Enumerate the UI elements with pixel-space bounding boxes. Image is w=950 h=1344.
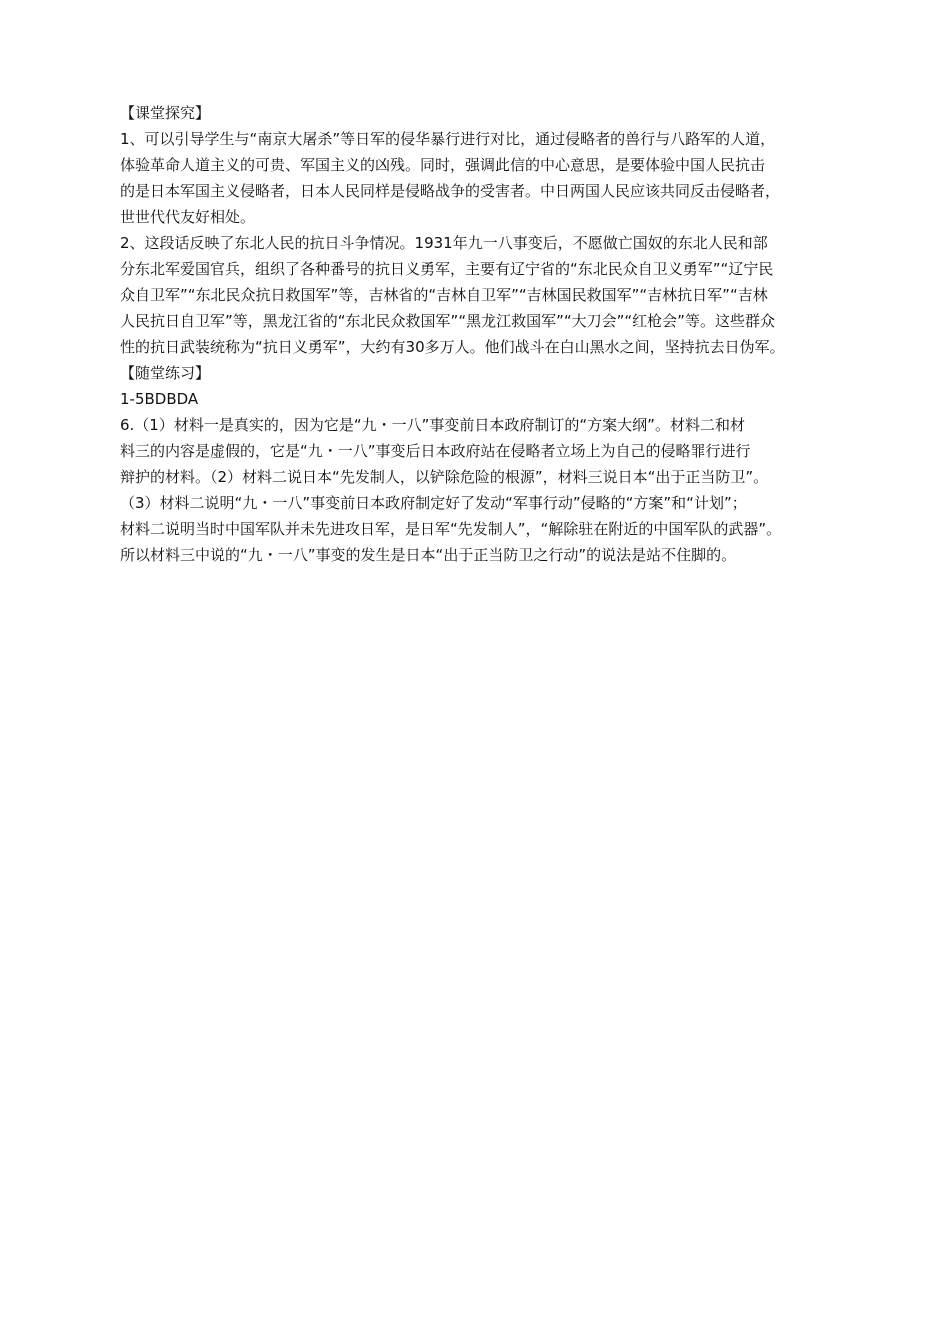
- text-line: 辩护的材料。（2）材料二说日本“先发制人，以铲除危险的根源”，材料三说日本“出于正当防卫”。: [120, 468, 769, 486]
- text-line: 材料二说明当时中国军队并未先进攻日军，是日军“先发制人”，“解除驻在附近的中国军队的武器”。: [120, 520, 782, 538]
- text-line: 众自卫军”“东北民众抗日救国军”等，吉林省的“吉林自卫军”“吉林国民救国军”“吉林抗日军”“吉林: [120, 286, 768, 304]
- paragraph-item-6: [120, 412, 825, 568]
- section-heading-ketang: 【课堂探究】: [120, 104, 211, 122]
- multiple-choice-answers: 1-5BDBDA: [120, 390, 199, 408]
- text-line: 6.（1）材料一是真实的，因为它是“九・一八”事变前日本政府制订的“方案大纲”。材料二和材: [120, 416, 745, 434]
- text-line: 性的抗日武装统称为“抗日义勇军”，大约有30多万人。他们战斗在白山黑水之间，坚持抗去日伪军。: [120, 338, 785, 356]
- document-body: [120, 100, 825, 568]
- paragraph-item-1: [120, 126, 825, 230]
- text-line: 人民抗日自卫军”等，黑龙江省的“东北民众救国军”“黑龙江救国军”“大刀会”“红枪会”等。这些群众: [120, 312, 775, 330]
- text-line: 体验革命人道主义的可贵、军国主义的凶残。同时，强调此信的中心意思，是要体验中国人民抗击: [120, 156, 766, 174]
- text-line: 料三的内容是虚假的，它是“九・一八”事变后日本政府站在侵略者立场上为自己的侵略罪行进行: [120, 442, 751, 460]
- paragraph-item-2: [120, 230, 825, 360]
- section-ketang-tanjiu: [120, 100, 825, 360]
- text-line: 2、这段话反映了东北人民的抗日斗争情况。1931年九一八事变后，不愿做亡国奴的东北人民和部: [120, 234, 768, 252]
- text-line: 的是日本军国主义侵略者，日本人民同样是侵略战争的受害者。中日两国人民应该共同反击侵略者，: [120, 182, 781, 200]
- text-line: 世世代代友好相处。: [120, 208, 256, 226]
- text-line: 所以材料三中说的“九・一八”事变的发生是日本“出于正当防卫之行动”的说法是站不住脚的。: [120, 546, 737, 564]
- section-heading-suitang: 【随堂练习】: [120, 364, 211, 382]
- text-line: 分东北军爱国官兵，组织了各种番号的抗日义勇军，主要有辽宁省的“东北民众自卫义勇军”“辽宁民: [120, 260, 774, 278]
- text-line: （3）材料二说明“九・一八”事变前日本政府制定好了发动“军事行动”侵略的“方案”和“计划”；: [120, 494, 747, 512]
- text-line: 1、可以引导学生与“南京大屠杀”等日军的侵华暴行进行对比，通过侵略者的兽行与八路军的人道，: [120, 130, 776, 148]
- section-suitang-lianxi: [120, 360, 825, 568]
